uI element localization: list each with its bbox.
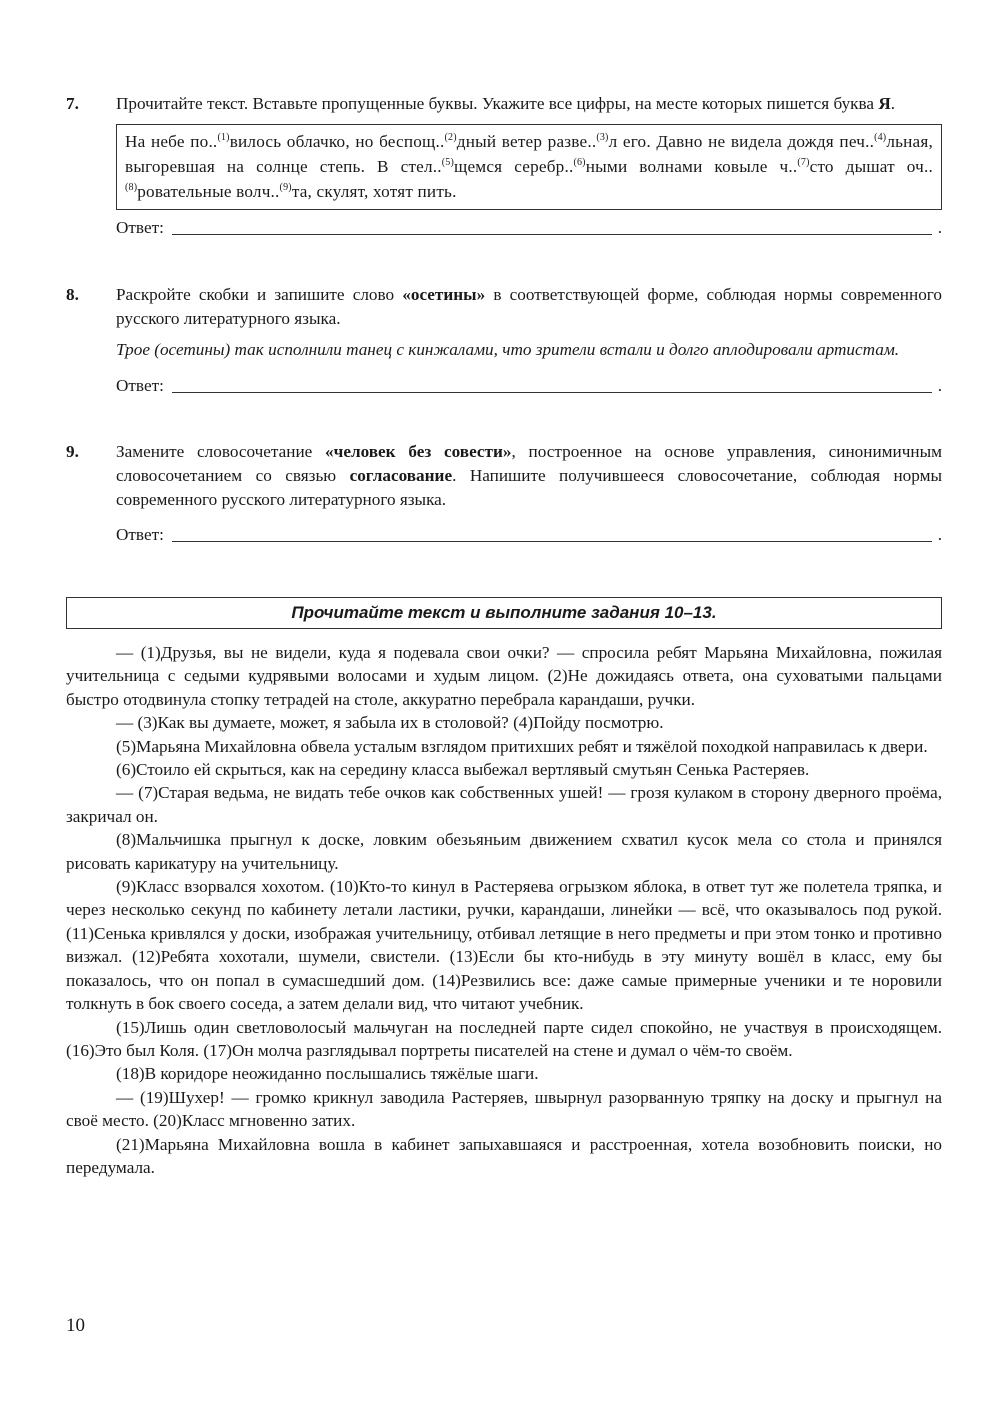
reading-paragraph: (5)Марьяна Михайловна обвела усталым взглядом притихших ребят и тяжёлой походкой направилась к двери. — [116, 736, 928, 756]
task-7-answer-line[interactable] — [172, 233, 932, 235]
task-8-answer-line[interactable] — [172, 391, 932, 393]
answer-label: Ответ: — [116, 218, 164, 237]
task-7 — [66, 92, 942, 240]
page-number: 10 — [66, 1315, 85, 1336]
reading-paragraph: (18)В коридоре неожиданно послышались тяжёлые шаги. — [116, 1064, 539, 1084]
answer-end-dot: . — [937, 525, 942, 544]
task-8 — [66, 283, 942, 398]
reading-paragraph: — (19)Шухер! — громко крикнул заводила Растеряев, швырнул разорванную тряпку на доску и прыгнул на своё место. (20)Класс мгновенно затих. — [66, 1087, 942, 1131]
reading-paragraph: (8)Мальчишка прыгнул к доске, ловким обезьяньим движением схватил кусок мела со стола и принялся рисовать карикатуру на учительницу. — [66, 830, 942, 873]
task-8-example-sentence: Трое (осетины) так исполнили танец с кинжалами, что зрители встали и долго аплодировали артистам. — [116, 340, 900, 359]
task-8-instruction: Раскройте скобки и запишите слово «осетины» в соответствующей форме, соблюдая нормы современного русского литературного языка. — [116, 285, 942, 328]
task-8-number: 8. — [66, 285, 79, 304]
task-8-answer — [116, 374, 942, 398]
task-9-number: 9. — [66, 442, 79, 461]
reading-paragraph: — (7)Старая ведьма, не видать тебе очков как собственных ушей! — грозя кулаком в сторону дверного проёма, закричал он. — [66, 783, 942, 826]
task-9-instruction: Замените словосочетание «человек без совести», построенное на основе управления, синонимичным словосочетанием со связью согласование. Напишите получившееся словосочетание, соблюдая нормы современного русского литературного языка. — [116, 442, 942, 509]
reading-paragraph: (21)Марьяна Михайловна вошла в кабинет запыхавшаяся и расстроенная, хотела возобновить поиски, но передумала. — [66, 1134, 942, 1177]
reading-paragraph: — (3)Как вы думаете, может, я забыла их в столовой? (4)Пойду посмотрю. — [116, 713, 664, 733]
section-header: Прочитайте текст и выполните задания 10–13. — [66, 597, 942, 629]
task-7-text-box: На небе по..$^{(1)}$вилось облачко, но беспощ..$^{(2)}$дный ветер разве..$^{(3)}$л его. Давно не видела дождя печ..$^{(4)}$льная, выгоревшая на солнце степь. В стел..$^{(5)}$щемся серебр..$^{(6)}$ными волнами ковыле ч..$^{(7)}$сто дышат оч..$^{(8)}$ровательные волч..$^{(9)}$та, скулят, хотят пить. — [116, 124, 942, 210]
reading-paragraph: — (1)Друзья, вы не видели, куда я подевала свои очки? — спросила ребят Марьяна Михайловна, пожилая учительница с седыми кудрявыми волосами и худым лицом. (2)Не дожидаясь ответа, она суховатыми пальцами быстро отодвинула стопку тетрадей на столе, аккуратно перебрала карандаши, ручки. — [66, 643, 942, 709]
answer-end-dot: . — [937, 376, 942, 395]
answer-end-dot: . — [937, 218, 942, 237]
task-7-instruction: Прочитайте текст. Вставьте пропущенные буквы. Укажите все цифры, на месте которых пишется буква Я. — [116, 94, 896, 113]
task-9-body — [116, 440, 942, 547]
task-7-body — [116, 92, 942, 240]
task-9-answer — [116, 523, 942, 547]
reading-text — [66, 641, 942, 1179]
answer-label: Ответ: — [116, 376, 164, 395]
reading-paragraph: (9)Класс взорвался хохотом. (10)Кто-то кинул в Растеряева огрызком яблока, в ответ тут же полетела тряпка, и через несколько секунд по кабинету летали ластики, ручки, карандаши, линейки — всё, что оказывалось под рукой. (11)Сенька кривлялся у доски, изображая учительницу, отбивал летящие в него предметы и при этом тонко и противно визжал. (12)Ребята хохотали, шумели, свистели. (13)Если бы кто-нибудь в эту минуту вошёл в класс, ему бы показалось, что он попал в сумасшедший дом. (14)Резвились все: даже самые примерные ученики и те норовили толкнуть в бок своего соседа, а затем делали вид, что читают учебник. — [66, 877, 942, 1014]
reading-paragraph: (15)Лишь один светловолосый мальчуган на последней парте сидел спокойно, не участвуя в происходящем. (16)Это был Коля. (17)Он молча разглядывал портреты писателей на стене и думал о чём-то своём. — [66, 1017, 942, 1060]
task-9-answer-line[interactable] — [172, 540, 932, 542]
answer-label: Ответ: — [116, 525, 164, 544]
reading-paragraph: (6)Стоило ей скрыться, как на середину класса выбежал вертлявый смутьян Сенька Растеряев. — [116, 760, 810, 780]
task-7-number: 7. — [66, 94, 79, 113]
task-9 — [66, 440, 942, 547]
task-7-answer — [116, 216, 942, 240]
task-8-body — [116, 283, 942, 398]
